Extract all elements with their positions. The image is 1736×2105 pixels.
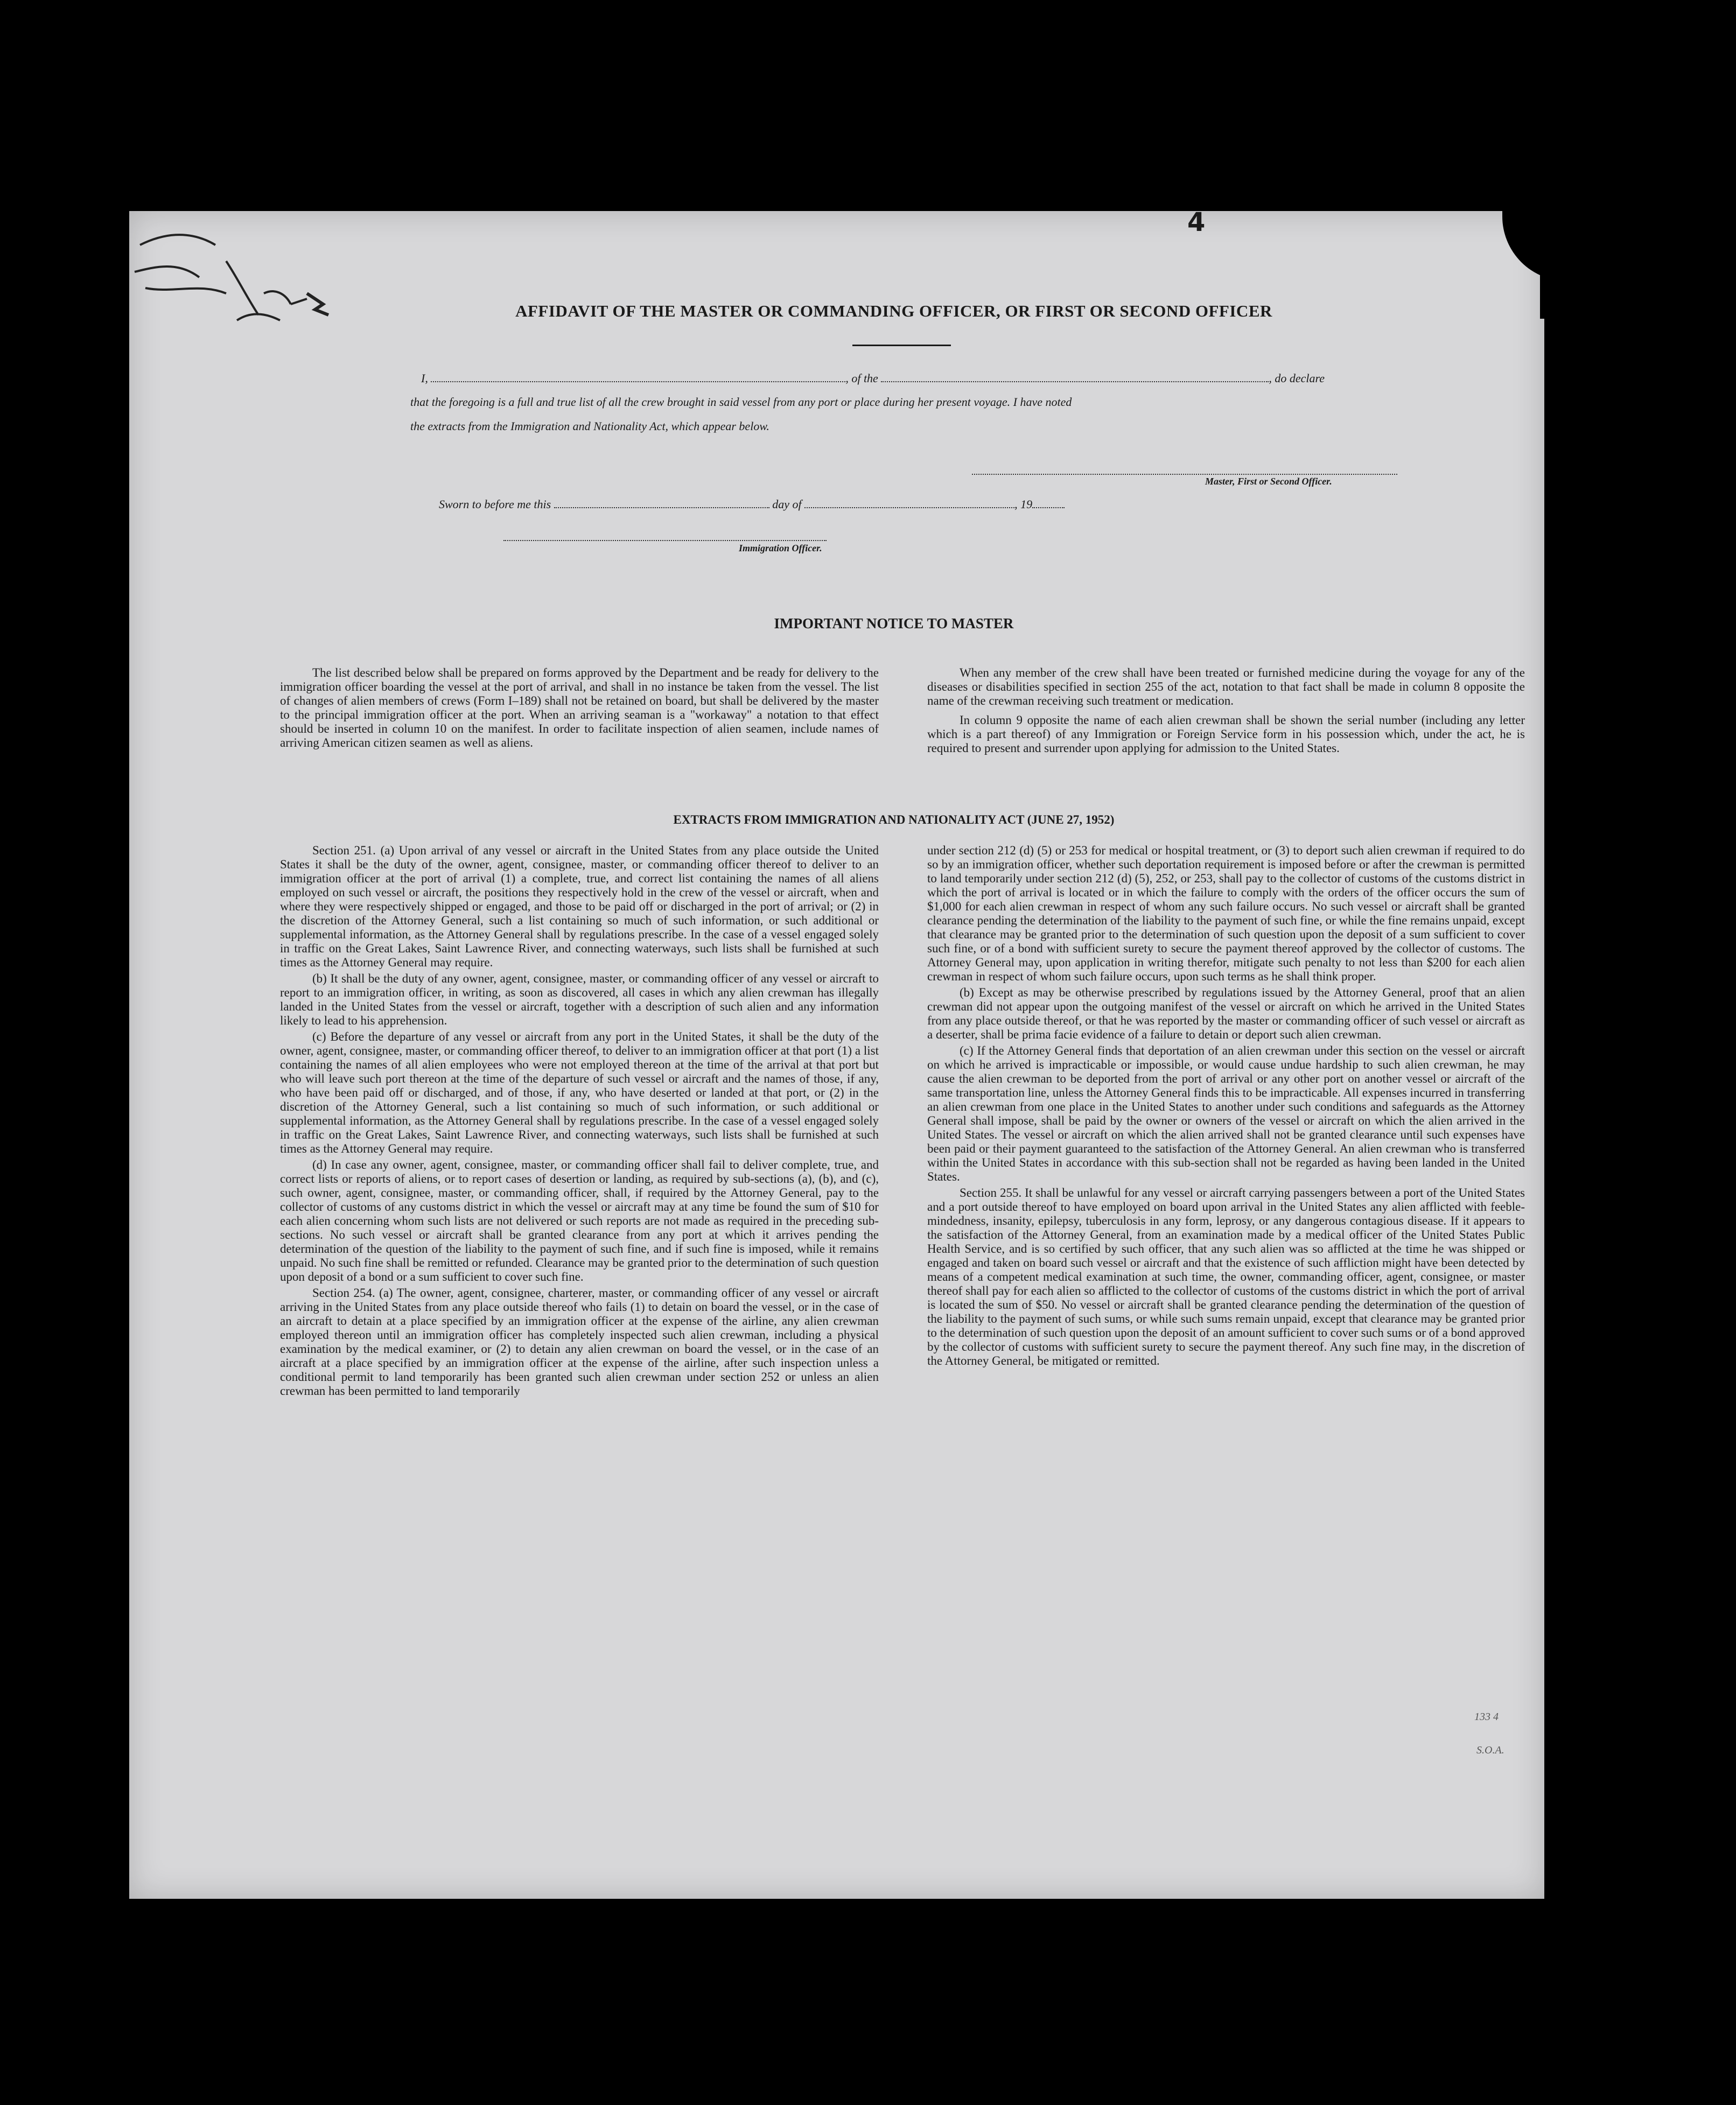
sworn-day-blank [554,497,769,508]
declaration-line [421,371,1325,385]
extract-section-251-a: Section 251. (a) Upon arrival of any vessel or aircraft in the United States from any place outside the United States it shall be the duty of the owner, agent, consignee, master, or commanding officer thereof to deliver to an immigration officer at the port of arrival (1) a complete, true, and correct list containing the names of all aliens employed on such vessel or aircraft, the positions they respectively hold in the crew of the vessel or aircraft, when and where they were respectively shipped or engaged, and those to be paid off or discharged in the port of arrival; or (2) in the discretion of the Attorney General, such a list containing so much of such information, or such additional or supplemental information, as the Attorney General shall by regulations prescribe. In the case of a vessel engaged solely in traffic on the Great Lakes, Saint Lawrence River, and connecting waterways, such lists shall be furnished at such times as the Attorney General may require. [280,844,879,969]
declaration-text-2: that the foregoing is a full and true list of all the crew brought in said vessel from any port or place during her present voyage. I have noted [410,395,1072,409]
declaration-of-the: , of the [845,371,878,385]
sworn-prefix: Sworn to before me this [439,497,551,511]
extracts-right-column [927,844,1525,1370]
sworn-line [439,497,1065,511]
sworn-year-blank [1032,497,1065,508]
top-handwritten-mark: 4 [1187,207,1206,237]
extracts-left-column [280,844,879,1400]
notice-right-column [927,666,1525,757]
margin-mark-1: 133 4 [1474,1711,1499,1723]
affidavit-title: AFFIDAVIT OF THE MASTER OR COMMANDING OFFICER, OR FIRST OR SECOND OFFICER [515,301,1272,320]
extract-section-255: Section 255. It shall be unlawful for any vessel or aircraft carrying passengers between a port of the United States and a port outside thereof to have employed on board upon arrival in the United States any alien afflicted with feeble-mindedness, insanity, epilepsy, tuberculosis in any form, leprosy, or any dangerous contagious disease. If it appears to the satisfaction of the Attorney General, from an examination made by a medical officer of the United States Public Health Service, and is so certified by such officer, that any such alien was so afflicted at the time he was shipped or engaged and taken on board such vessel or aircraft and that the existence of such affliction might have been detected by means of a competent medical examination at such time, the owner, commanding officer, agent, consignee, or master thereof shall pay for each alien so afflicted to the collector of customs of the customs district in which the port of arrival is located the sum of $50. No vessel or aircraft shall be granted clearance pending the determination of the question of the liability to the payment of such sums, or while such sums remain unpaid, except that clearance may be granted prior to the determination of such question upon the deposit of an amount sufficient to cover such sums or of a bond approved by the collector of customs with sufficient surety to secure the payment thereof. Any such fine may, in the discretion of the Attorney General, be mitigated or remitted. [927,1186,1525,1367]
notice-title: IMPORTANT NOTICE TO MASTER [774,615,1014,632]
extract-section-251-d: (d) In case any owner, agent, consignee, master, or commanding officer shall fail to deliver complete, true, and correct lists or reports of aliens, or to report cases of desertion or landing, as required by sub-sections (a), (b), and (c), such owner, agent, consignee, master, or commanding officer, shall, if required by the Attorney General, pay to the collector of customs of any customs district in which the vessel or aircraft may at any time be found the sum of $10 for each alien concerning whom such lists are not delivered or such reports are not made as required in the preceding sub-sections. No such vessel or aircraft shall be granted clearance from any port at which it arrives pending the determination of the question of the liability to the payment of such fine, and if such fine is imposed, while it remains unpaid. No such fine shall be remitted or refunded. Clearance may be granted prior to the determination of such question upon deposit of a bond or a sum sufficient to cover such fine. [280,1158,879,1283]
vessel-blank [881,371,1269,382]
declaration-prefix: I, [421,371,428,385]
sworn-month-blank [804,497,1014,508]
name-blank [431,371,845,382]
extract-section-254-c: (c) If the Attorney General finds that deportation of an alien crewman under this section on the vessel or aircraft on which he arrived is impracticable or impossible, or would cause undue hardship to such alien crewman, he may cause the alien crewman to be deported from the port of arrival or any other port on another vessel or aircraft of the same transportation line, unless the Attorney General finds this to be impracticable. All expenses incurred in transferring an alien crewman from one place in the United States to another under such conditions and safeguards as the Attorney General shall impose, shall be paid by the owner or owners of the vessel or aircraft on which the alien arrived in the United States. The vessel or aircraft on which the alien arrived shall not be granted clearance until such expenses have been paid or their payment guaranteed to the satisfaction of the Attorney General. An alien crewman who is transferred within the United States in accordance with this sub-section shall not be regarded as having been landed in the United States. [927,1044,1525,1183]
extract-section-254-b: (b) Except as may be otherwise prescribed by regulations issued by the Attorney General, proof that an alien crewman did not appear upon the outgoing manifest of the vessel or aircraft on which he arrived in the United States from any place outside thereof, or that he was reported by the master or commanding officer of such vessel or aircraft as a deserter, shall be prima facie evidence of a failure to detain or deport such alien crewman. [927,986,1525,1041]
declaration-suffix: , do declare [1269,371,1325,385]
title-rule [852,345,951,346]
extract-section-254-a: Section 254. (a) The owner, agent, consignee, charterer, master, or commanding officer of any vessel or aircraft arriving in the United States from any place outside thereof who fails (1) to detain on board the vessel, or in the case of an aircraft to detain at a place specified by an immigration officer at the expense of the airline, any alien crewman employed thereon until an immigration officer has completely inspected such alien crewman, including a physical examination by the medical examiner, or (2) to detain any alien crewman on board the vessel, or in the case of an aircraft at a place specified by an immigration officer at the expense of the airline, after such inspection unless a conditional permit to land temporarily has been granted such alien crewman under section 252 or unless an alien crewman has been permitted to land temporarily [280,1286,879,1398]
extract-section-254-a-cont: under section 212 (d) (5) or 253 for medical or hospital treatment, or (3) to deport such alien crewman if required to do so by an immigration officer, whether such deportation requirement is imposed before or after the crewman is permitted to land temporarily under section 212 (d) (5), 252, or 253, shall pay to the collector of customs of the customs district in which the port of arrival is located or in which the failure to comply with the orders of the officer occurs the sum of $1,000 for each alien crewman in respect of whom any such failure occurs. No such vessel or aircraft shall be granted clearance pending the determination of the liability to the payment of such fine, or while the fine remains unpaid, except that clearance may be granted prior to the determination of such question upon the deposit of a sum sufficient to cover such fine, or of a bond with sufficient surety to secure the payment thereof approved by the collector of customs. The Attorney General may, upon application in writing therefor, mitigate such penalty to not less than $200 for each alien crewman in respect of whom such failure occurs, upon such terms as he shall think proper. [927,844,1525,983]
sworn-day-of: day of [772,497,802,511]
notice-left-column [280,666,879,752]
margin-mark-2: S.O.A. [1476,1744,1504,1756]
notice-left-paragraph: The list described below shall be prepared on forms approved by the Department and be ready for delivery to the immigration officer boarding the vessel at the port of arrival, and shall in no instance be taken from the vessel. The list of changes of alien members of crews (Form I–189) shall not be retained on board, but shall be delivered by the master to the principal immigration officer at the port. When an arriving seaman is a "workaway" a notation to that effect should be inserted in column 10 on the manifest. In order to facilitate inspection of alien seamen, include names of arriving American citizen seamen as well as aliens. [280,666,879,749]
declaration-text-3: the extracts from the Immigration and Nationality Act, which appear below. [410,419,769,433]
extract-section-251-c: (c) Before the departure of any vessel or aircraft from any port in the United States, it shall be the duty of the owner, agent, consignee, master, or commanding officer thereof, to deliver to an immigration officer at that port (1) a list containing the names of all alien employees who were not employed thereon at the time of the arrival at that port but who will leave such port thereon at the time of the departure of such vessel or aircraft and the names of those, if any, who have been paid off or discharged, and of those, if any, who have deserted or landed at that port, or (2) in the discretion of the Attorney General, such a list containing so much of such information, or such additional or supplemental information, as the Attorney General shall by regulations prescribe. In the case of a vessel engaged solely in traffic on the Great Lakes, Saint Lawrence River, and connecting waterways, such lists shall be furnished at such times as the Attorney General may require. [280,1030,879,1155]
sworn-year-prefix: , 19 [1014,497,1033,511]
officer-signature-line [503,540,827,541]
master-caption: Master, First or Second Officer. [1205,476,1332,487]
extract-section-251-b: (b) It shall be the duty of any owner, agent, consignee, master, or commanding officer of any vessel or aircraft to report to an immigration officer, in writing, as soon as discovered, all cases in which any alien crewman has illegally landed in the United States from the vessel or aircraft, together with a description of such alien and any information likely to lead to his apprehension. [280,972,879,1027]
notice-right-paragraph-2: In column 9 opposite the name of each alien crewman shall be shown the serial number (including any letter which is a part thereof) of any Immigration or Foreign Service form in his possession which, under the act, he is required to present and surrender upon applying for admission to the United States. [927,713,1525,755]
handwritten-scribble [129,213,377,353]
extracts-title: EXTRACTS FROM IMMIGRATION AND NATIONALITY ACT (JUNE 27, 1952) [673,813,1115,826]
officer-caption: Immigration Officer. [739,543,822,553]
master-signature-line [972,474,1397,475]
notice-right-paragraph-1: When any member of the crew shall have been treated or furnished medicine during the voyage for any of the diseases or disabilities specified in section 255 of the act, notation to that fact shall be made in column 8 opposite the name of the crewman receiving such treatment or medication. [927,666,1525,707]
